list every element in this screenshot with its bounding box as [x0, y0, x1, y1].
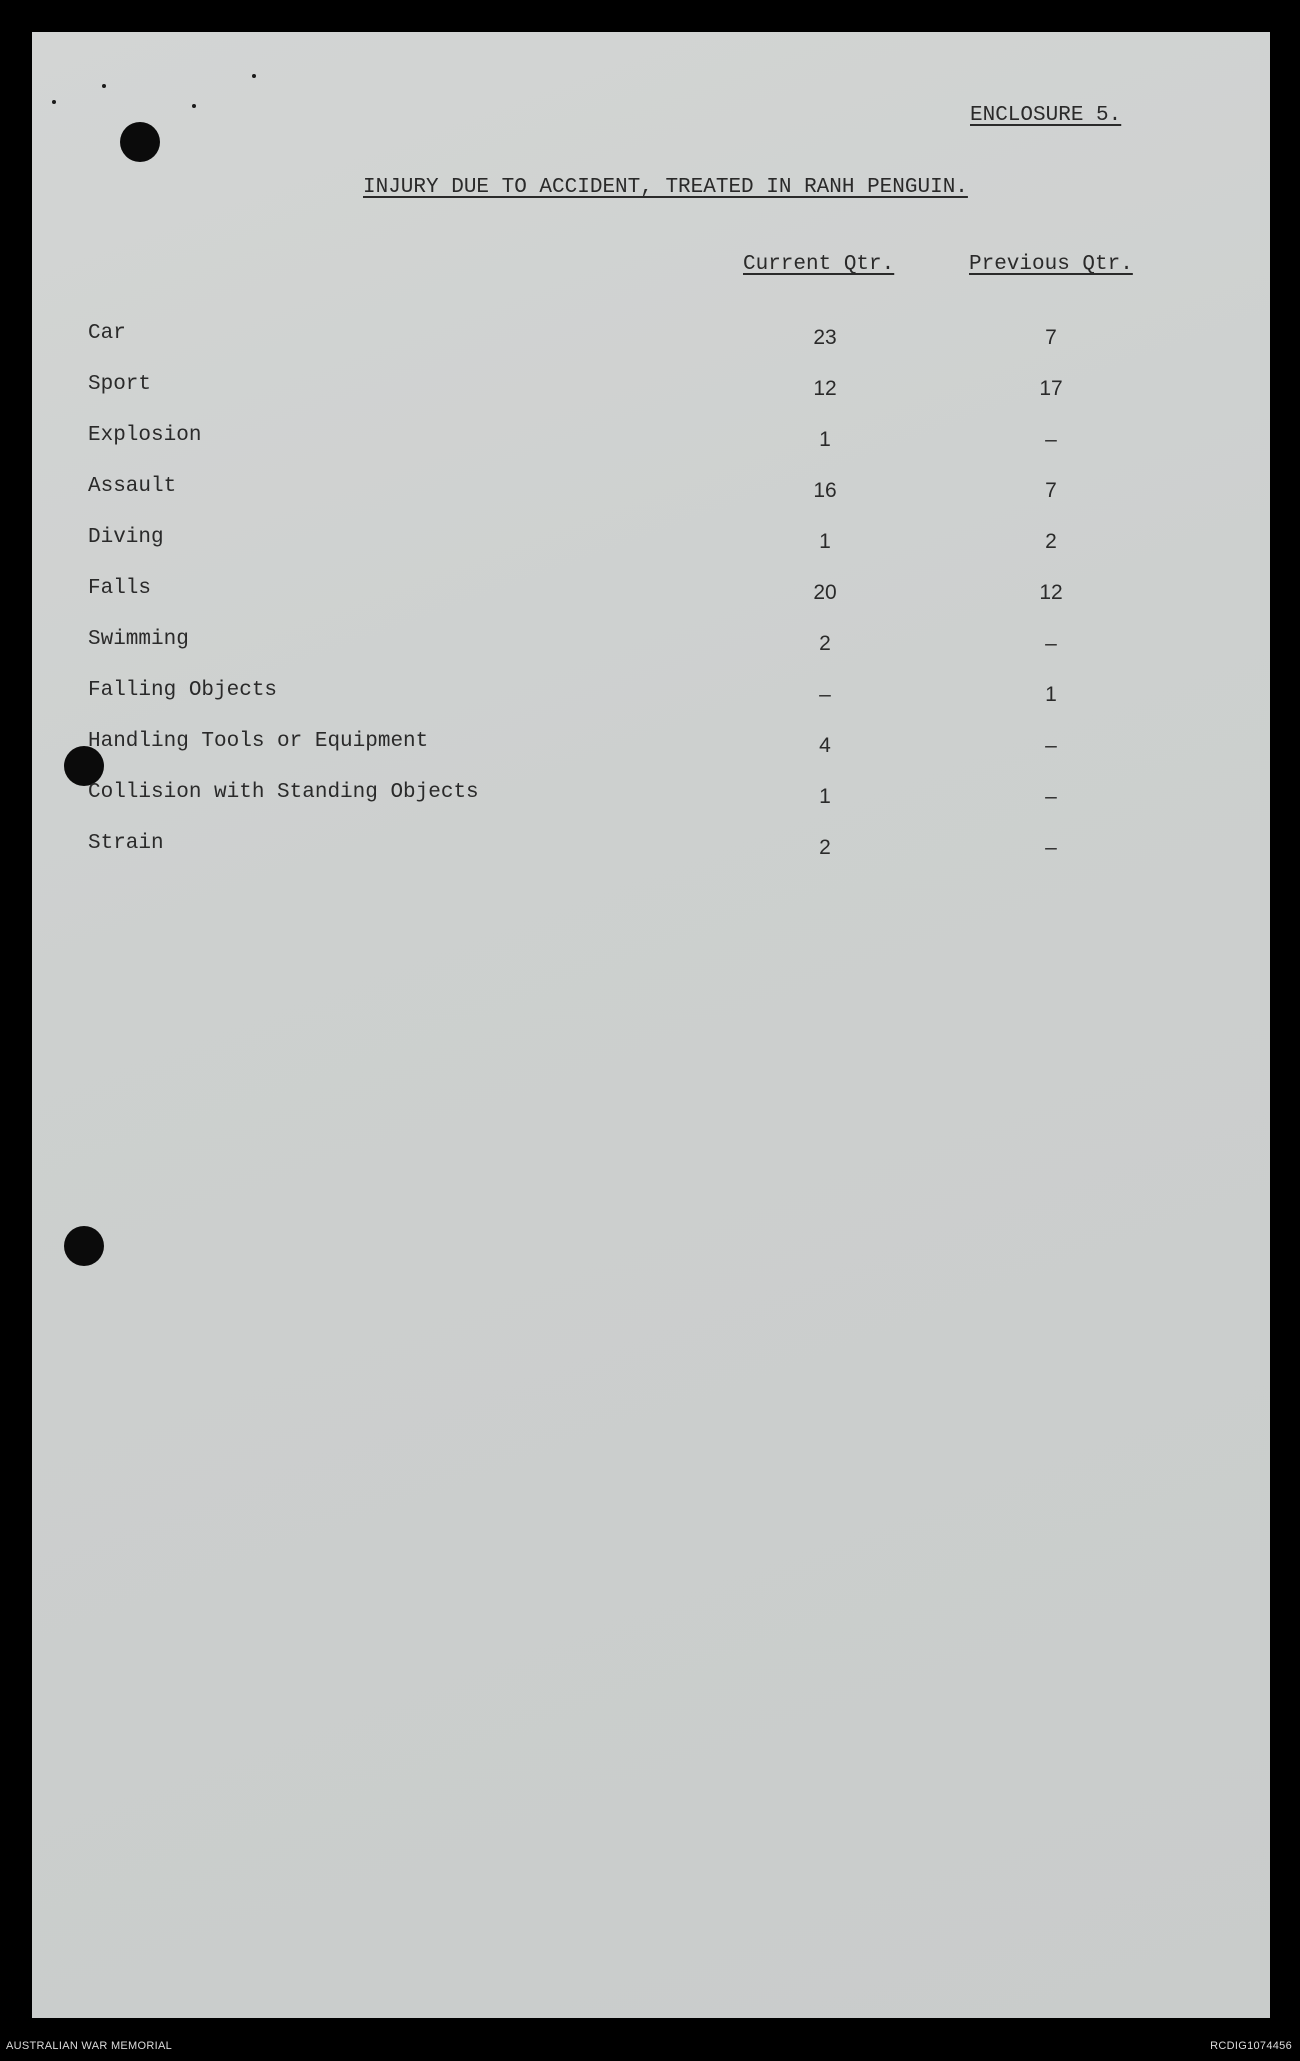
paper-speck: [252, 74, 256, 78]
current-value: 1: [819, 785, 831, 808]
current-value: 20: [813, 581, 837, 604]
archive-id: RCDIG1074456: [1210, 2040, 1292, 2052]
paper-speck: [192, 104, 196, 108]
table-row: [32, 730, 1270, 760]
row-label: Handling Tools or Equipment: [88, 730, 429, 753]
previous-value: 7: [1045, 479, 1057, 502]
enclosure-label: ENCLOSURE 5.: [970, 104, 1122, 127]
current-value: 23: [813, 326, 837, 349]
row-label: Falling Objects: [88, 679, 278, 702]
current-value: 12: [813, 377, 837, 400]
paper-speck: [52, 100, 56, 104]
previous-value: –: [1045, 836, 1057, 859]
previous-value: 1: [1045, 683, 1057, 706]
previous-value: 2: [1045, 530, 1057, 553]
row-label: Swimming: [88, 628, 189, 651]
previous-value: 12: [1039, 581, 1063, 604]
previous-value: –: [1045, 428, 1057, 451]
row-label: Sport: [88, 373, 152, 396]
table-row: [32, 679, 1270, 709]
punch-hole-top: [120, 122, 160, 162]
previous-value: –: [1045, 785, 1057, 808]
table-row: [32, 577, 1270, 607]
column-header-current: Current Qtr.: [743, 253, 895, 276]
row-label: Diving: [88, 526, 164, 549]
row-label: Strain: [88, 832, 164, 855]
previous-value: –: [1045, 734, 1057, 757]
row-label: Assault: [88, 475, 177, 498]
punch-hole-bottom: [64, 1226, 104, 1266]
table-row: [32, 781, 1270, 811]
previous-value: 7: [1045, 326, 1057, 349]
current-value: 2: [819, 632, 831, 655]
archive-credit: AUSTRALIAN WAR MEMORIAL: [6, 2040, 173, 2052]
paper-speck: [102, 84, 106, 88]
current-value: 1: [819, 530, 831, 553]
table-row: [32, 628, 1270, 658]
current-value: –: [819, 683, 831, 706]
current-value: 1: [819, 428, 831, 451]
table-row: [32, 526, 1270, 556]
document-page: [32, 32, 1270, 2018]
current-value: 2: [819, 836, 831, 859]
current-value: 4: [819, 734, 831, 757]
previous-value: –: [1045, 632, 1057, 655]
current-value: 16: [813, 479, 837, 502]
row-label: Collision with Standing Objects: [88, 781, 479, 804]
row-label: Falls: [88, 577, 152, 600]
row-label: Car: [88, 322, 126, 345]
table-row: [32, 832, 1270, 862]
table-row: [32, 424, 1270, 454]
table-row: [32, 373, 1270, 403]
previous-value: 17: [1039, 377, 1063, 400]
table-row: [32, 475, 1270, 505]
table-row: [32, 322, 1270, 352]
page-title: INJURY DUE TO ACCIDENT, TREATED IN RANH PENGUIN.: [363, 176, 968, 199]
row-label: Explosion: [88, 424, 202, 447]
column-header-previous: Previous Qtr.: [969, 253, 1133, 276]
